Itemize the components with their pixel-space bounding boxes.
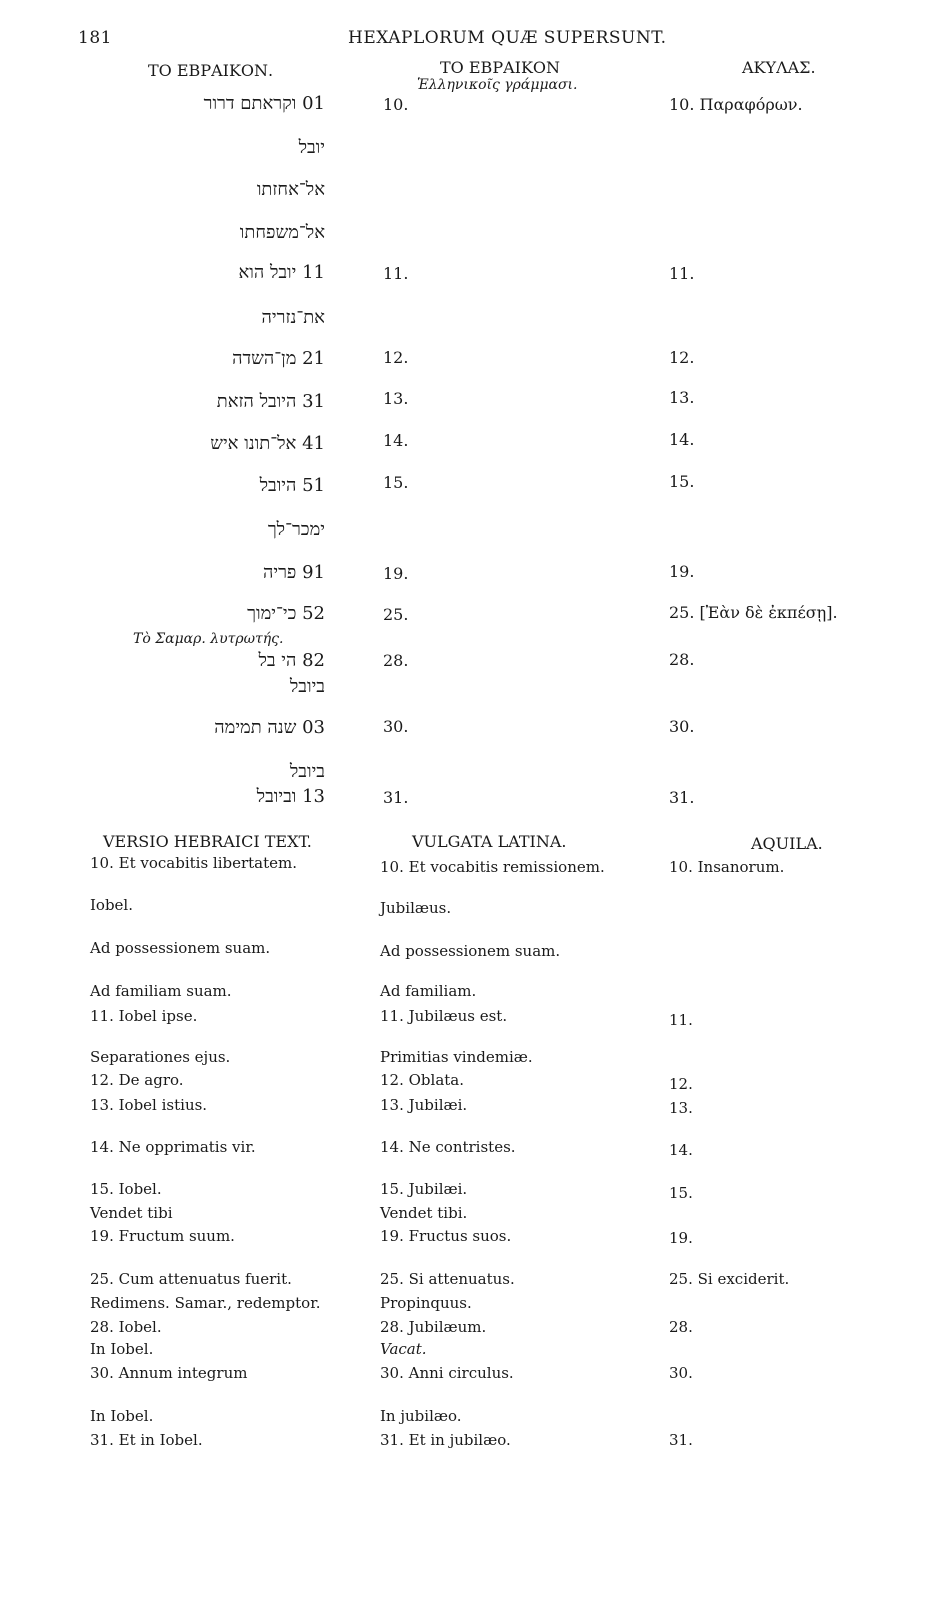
versio-line: 15. Iobel. — [90, 1180, 162, 1198]
hebrew-line: 12 מן־השדה — [232, 348, 325, 369]
vulgata-line: 11. Jubilæus est. — [380, 1007, 508, 1025]
aquila-latin-line: 15. — [669, 1184, 693, 1202]
versio-line: Separationes ejus. — [90, 1048, 231, 1066]
aquila-latin-line: 11. — [669, 1011, 693, 1029]
greek-letters-line: 19. — [383, 564, 409, 583]
vulgata-line: 14. Ne contristes. — [380, 1138, 516, 1156]
versio-line: 10. Et vocabitis libertatem. — [90, 854, 298, 872]
greek-letters-line: 31. — [383, 788, 409, 807]
hebrew-line: 11 יובל הוא — [238, 262, 325, 283]
aquila-latin-line: 12. — [669, 1075, 693, 1093]
aquila-latin-line: 28. — [669, 1318, 693, 1336]
greek-letters-line: 12. — [383, 348, 409, 367]
aquila-greek-line: 11. — [669, 264, 695, 283]
header-vulgata: VULGATA LATINA. — [412, 832, 567, 851]
hebrew-line: ביובל — [289, 761, 325, 782]
versio-line: 30. Annum integrum — [90, 1364, 248, 1382]
hebrew-line: ימכר־לך — [267, 519, 325, 540]
greek-letters-line: 11. — [383, 264, 409, 283]
hebrew-line: אל־משפחתו — [239, 222, 325, 243]
hebrew-line: 13 היובל הזאת — [216, 391, 325, 412]
aquila-greek-line: 12. — [669, 348, 695, 367]
greek-letters-line: 25. — [383, 605, 409, 624]
aquila-latin-line: 14. — [669, 1141, 693, 1159]
versio-line: 14. Ne opprimatis vir. — [90, 1138, 256, 1156]
versio-line: Redimens. Samar., redemptor. — [90, 1294, 321, 1312]
versio-line: 28. Iobel. — [90, 1318, 162, 1336]
running-title: HEXAPLORUM QUÆ SUPERSUNT. — [348, 28, 667, 48]
vulgata-line: 30. Anni circulus. — [380, 1364, 514, 1382]
aquila-latin-line: 30. — [669, 1364, 693, 1382]
hebrew-line: 28 הי בל — [258, 650, 325, 671]
vulgata-line: 28. Jubilæum. — [380, 1318, 487, 1336]
hebrew-line: יובל — [298, 137, 325, 158]
aquila-latin-line: 25. Si exciderit. — [669, 1270, 790, 1288]
versio-line: 11. Iobel ipse. — [90, 1007, 198, 1025]
hebrew-line: 14 אל־תונו איש — [210, 433, 325, 454]
versio-line: Ad possessionem suam. — [90, 939, 271, 957]
aquila-latin-line: 13. — [669, 1099, 693, 1117]
header-aquila-latin: AQUILA. — [751, 834, 823, 853]
vulgata-line: Ad familiam. — [380, 982, 477, 1000]
greek-letters-line: 14. — [383, 431, 409, 450]
aquila-greek-line: 10. Παραφόρων. — [669, 95, 803, 114]
greek-letters-line: 30. — [383, 717, 409, 736]
aquila-greek-line: 14. — [669, 430, 695, 449]
greek-letters-line: 28. — [383, 651, 409, 670]
samaritan-note: Τὸ Σαμαρ. λυτρωτής. — [133, 631, 284, 647]
hebrew-line: 30 שנה תמימה — [214, 717, 325, 738]
header-greek-letters: ΤΟ ΕΒΡΑΙΚΟΝ — [440, 58, 561, 77]
versio-line: 31. Et in Iobel. — [90, 1431, 203, 1449]
hebrew-line: את־נזריה — [261, 307, 325, 328]
vulgata-line: 19. Fructus suos. — [380, 1227, 512, 1245]
vulgata-line: Vacat. — [380, 1340, 427, 1358]
aquila-greek-line: 28. — [669, 650, 695, 669]
aquila-latin-line: 19. — [669, 1229, 693, 1247]
hebrew-line: 15 היובל — [259, 475, 325, 496]
hebrew-line: אל־אחזתו — [256, 179, 325, 200]
versio-line: 25. Cum attenuatus fuerit. — [90, 1270, 292, 1288]
vulgata-line: Propinquus. — [380, 1294, 472, 1312]
versio-line: Vendet tibi — [90, 1204, 173, 1222]
header-hebrew: ΤΟ ΕΒΡΑΙΚΟΝ. — [148, 61, 274, 80]
header-aquila-greek: ΑΚΥΛΑΣ. — [742, 58, 816, 77]
versio-line: 19. Fructum suum. — [90, 1227, 235, 1245]
greek-letters-line: 10. — [383, 95, 409, 114]
vulgata-line: 12. Oblata. — [380, 1071, 465, 1089]
vulgata-line: 10. Et vocabitis remissionem. — [380, 858, 605, 876]
aquila-greek-line: 31. — [669, 788, 695, 807]
versio-line: 12. De agro. — [90, 1071, 184, 1089]
vulgata-line: 15. Jubilæi. — [380, 1180, 468, 1198]
aquila-latin-line: 10. Insanorum. — [669, 858, 785, 876]
vulgata-line: 31. Et in jubilæo. — [380, 1431, 511, 1449]
hebrew-line: 10 וקראתם דרור — [203, 93, 325, 114]
versio-line: Ad familiam suam. — [90, 982, 232, 1000]
hebrew-line: 31 וביובל — [256, 786, 325, 807]
aquila-latin-line: 31. — [669, 1431, 693, 1449]
versio-line: In Iobel. — [90, 1340, 154, 1358]
hebrew-line: 19 פריה — [263, 562, 325, 583]
aquila-greek-line: 25. [Ἐὰν δὲ ἐκπέσῃ]. — [669, 603, 838, 622]
hebrew-line: 25 כי־ימוך — [247, 603, 325, 624]
vulgata-line: Ad possessionem suam. — [380, 942, 561, 960]
header-greek-letters-sub: Ἑλληνικοῖς γράμμασι. — [417, 77, 578, 93]
aquila-greek-line: 30. — [669, 717, 695, 736]
vulgata-line: Jubilæus. — [380, 899, 452, 917]
aquila-greek-line: 19. — [669, 562, 695, 581]
vulgata-line: In jubilæo. — [380, 1407, 462, 1425]
vulgata-line: Primitias vindemiæ. — [380, 1048, 533, 1066]
page-number: 181 — [78, 28, 112, 48]
aquila-greek-line: 13. — [669, 388, 695, 407]
hebrew-line: ביובל — [289, 676, 325, 697]
vulgata-line: Vendet tibi. — [380, 1204, 468, 1222]
header-versio: VERSIO HEBRAICI TEXT. — [103, 832, 312, 851]
versio-line: Iobel. — [90, 896, 134, 914]
versio-line: 13. Iobel istius. — [90, 1096, 208, 1114]
versio-line: In Iobel. — [90, 1407, 154, 1425]
greek-letters-line: 15. — [383, 473, 409, 492]
greek-letters-line: 13. — [383, 389, 409, 408]
aquila-greek-line: 15. — [669, 472, 695, 491]
vulgata-line: 25. Si attenuatus. — [380, 1270, 515, 1288]
vulgata-line: 13. Jubilæi. — [380, 1096, 468, 1114]
